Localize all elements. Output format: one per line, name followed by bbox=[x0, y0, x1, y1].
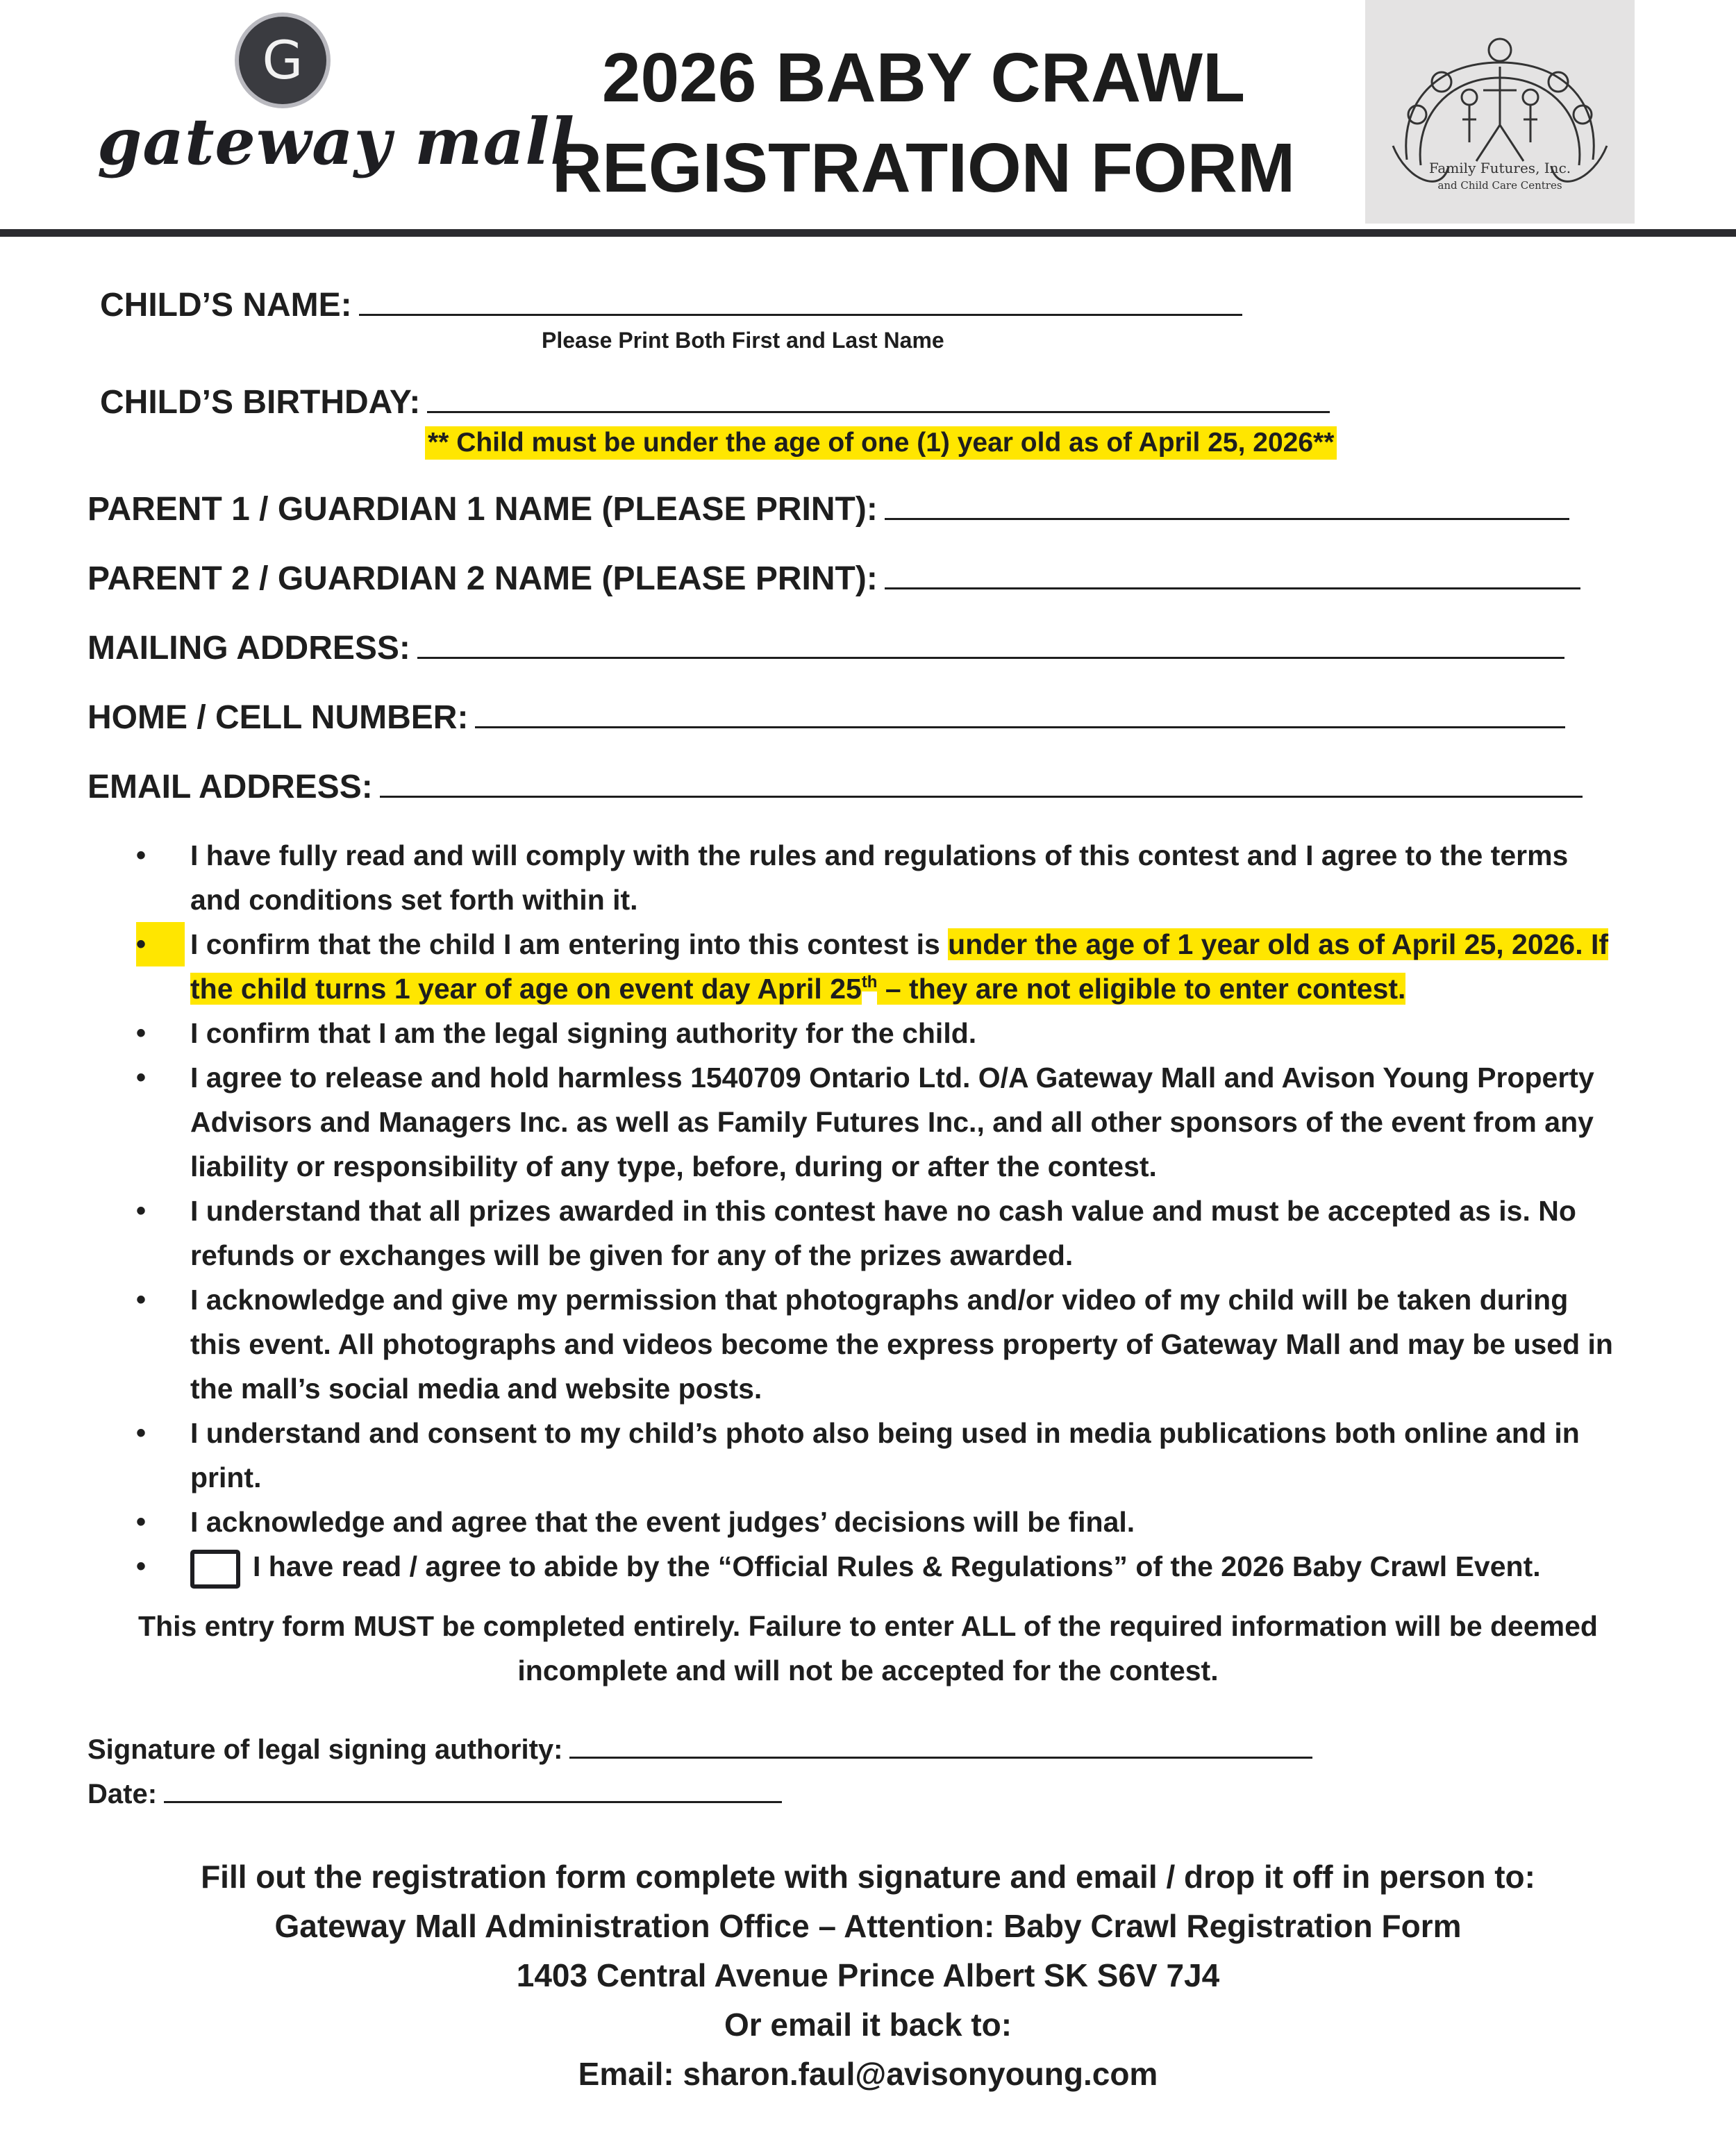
gateway-logo-text: gateway mall bbox=[97, 104, 576, 179]
rule-text: I have fully read and will comply with the rules and regulations of this contest and I agree to the terms and conditions set forth within it. bbox=[190, 839, 1569, 916]
footer-line-2: Gateway Mall Administration Office – Attention: Baby Crawl Registration Form bbox=[274, 1908, 1462, 1944]
child-birthday-field bbox=[100, 383, 1330, 421]
list-item bbox=[136, 1544, 1622, 1589]
bullet: • bbox=[136, 1507, 147, 1537]
rule-text: I confirm that I am the legal signing authority for the child. bbox=[190, 1017, 977, 1049]
phone-field bbox=[87, 698, 1565, 737]
list-item bbox=[136, 1189, 1622, 1278]
age-requirement-note: ** Child must be under the age of one (1) year old as of April 25, 2026** bbox=[425, 426, 1337, 460]
email-label: EMAIL ADDRESS: bbox=[87, 769, 373, 805]
parent-2-input-line[interactable] bbox=[885, 560, 1580, 589]
sponsor-logo-subtitle: and Child Care Centres bbox=[1437, 179, 1562, 192]
bullet: • bbox=[136, 1284, 147, 1315]
signature-input-line[interactable] bbox=[569, 1733, 1312, 1759]
mailing-address-field bbox=[87, 629, 1564, 667]
rule-text: I acknowledge and agree that the event judges’ decisions will be final. bbox=[190, 1506, 1135, 1538]
header-divider bbox=[0, 229, 1736, 237]
logo-letter: G bbox=[262, 29, 303, 91]
date-input-line[interactable] bbox=[164, 1777, 782, 1803]
page-title-line-1: 2026 BABY CRAWL bbox=[601, 39, 1246, 117]
mailing-address-input-line[interactable] bbox=[417, 629, 1564, 659]
list-item bbox=[136, 1011, 1622, 1055]
footer-line-1: Fill out the registration form complete with signature and email / drop it off in person to: bbox=[201, 1859, 1535, 1895]
child-birthday-input-line[interactable] bbox=[427, 383, 1330, 413]
bullet: • bbox=[136, 1018, 147, 1048]
child-birthday-label: CHILD’S BIRTHDAY: bbox=[100, 384, 421, 421]
completion-notice: This entry form MUST be completed entirely. Failure to enter ALL of the required information will be deemed incomplete and will not be accepted for the contest. bbox=[138, 1610, 1598, 1686]
parent-1-field bbox=[87, 490, 1569, 528]
agree-rules-checkbox[interactable] bbox=[190, 1550, 240, 1589]
email-field bbox=[87, 768, 1583, 806]
child-name-input-line[interactable] bbox=[359, 286, 1242, 316]
phone-input-line[interactable] bbox=[475, 698, 1565, 728]
date-field bbox=[87, 1777, 782, 1810]
rule-text-plain: I confirm that the child I am entering into this contest is bbox=[190, 928, 949, 960]
submission-instructions bbox=[104, 1852, 1632, 2099]
rule-text: I understand that all prizes awarded in this contest have no cash value and must be accepted as is. No refunds or exchanges will be given for any of the prizes awarded. bbox=[190, 1195, 1576, 1271]
list-item bbox=[136, 1411, 1622, 1500]
rule-text: I acknowledge and give my permission that photographs and/or video of my child will be taken during this event. All photographs and videos become the express property of Gateway Mall and may be used in the mall’s social media and website posts. bbox=[190, 1284, 1613, 1405]
child-name-field bbox=[100, 286, 1242, 324]
footer-line-4: Or email it back to: bbox=[724, 2007, 1012, 2043]
phone-label: HOME / CELL NUMBER: bbox=[87, 699, 469, 736]
gateway-logo-mark bbox=[239, 17, 326, 104]
rule-text-superscript: th bbox=[861, 973, 878, 991]
list-item bbox=[136, 922, 1622, 1011]
rule-text-highlight: under the age of 1 year old as of April 25, 2026. If the child turns 1 year of age on event day April 25 bbox=[190, 928, 1609, 1005]
rule-text-highlight-end: – they are not eligible to enter contest. bbox=[877, 973, 1406, 1005]
child-name-label: CHILD’S NAME: bbox=[100, 287, 352, 324]
bullet: • bbox=[136, 922, 185, 966]
mailing-address-label: MAILING ADDRESS: bbox=[87, 630, 410, 667]
bullet: • bbox=[136, 840, 147, 871]
footer-email[interactable]: Email: sharon.faul@avisonyoung.com bbox=[578, 2056, 1158, 2092]
bullet: • bbox=[136, 1196, 147, 1226]
parent-2-label: PARENT 2 / GUARDIAN 2 NAME (PLEASE PRINT): bbox=[87, 560, 878, 597]
rules-list bbox=[136, 833, 1622, 1589]
list-item bbox=[136, 1278, 1622, 1411]
signature-label: Signature of legal signing authority: bbox=[87, 1734, 563, 1765]
rule-text: I have read / agree to abide by the “Official Rules & Regulations” of the 2026 Baby Crawl Event. bbox=[253, 1550, 1541, 1582]
sponsor-logo-name: Family Futures, Inc. bbox=[1428, 160, 1571, 176]
list-item bbox=[136, 1055, 1622, 1189]
bullet: • bbox=[136, 1551, 147, 1582]
rule-text: I understand and consent to my child’s photo also being used in media publications both online and in print. bbox=[190, 1417, 1580, 1493]
bullet: • bbox=[136, 1062, 147, 1093]
rule-text: I agree to release and hold harmless 1540709 Ontario Ltd. O/A Gateway Mall and Avison Young Property Advisors and Managers Inc. as well as Family Futures Inc., and all other sponsors of the event from any liability or responsibility of any type, before, during or after the contest. bbox=[190, 1062, 1594, 1182]
date-label: Date: bbox=[87, 1779, 158, 1809]
list-item bbox=[136, 833, 1622, 922]
bullet: • bbox=[136, 1418, 147, 1448]
list-item bbox=[136, 1500, 1622, 1544]
parent-2-field bbox=[87, 560, 1580, 598]
email-input-line[interactable] bbox=[380, 768, 1583, 798]
signature-field bbox=[87, 1733, 1312, 1766]
child-name-hint: Please Print Both First and Last Name bbox=[542, 328, 944, 353]
footer-line-3: 1403 Central Avenue Prince Albert SK S6V 7J4 bbox=[516, 1957, 1220, 1993]
page-title-line-2: REGISTRATION FORM bbox=[551, 129, 1296, 207]
parent-1-label: PARENT 1 / GUARDIAN 1 NAME (PLEASE PRINT): bbox=[87, 491, 878, 528]
parent-1-input-line[interactable] bbox=[885, 490, 1569, 520]
